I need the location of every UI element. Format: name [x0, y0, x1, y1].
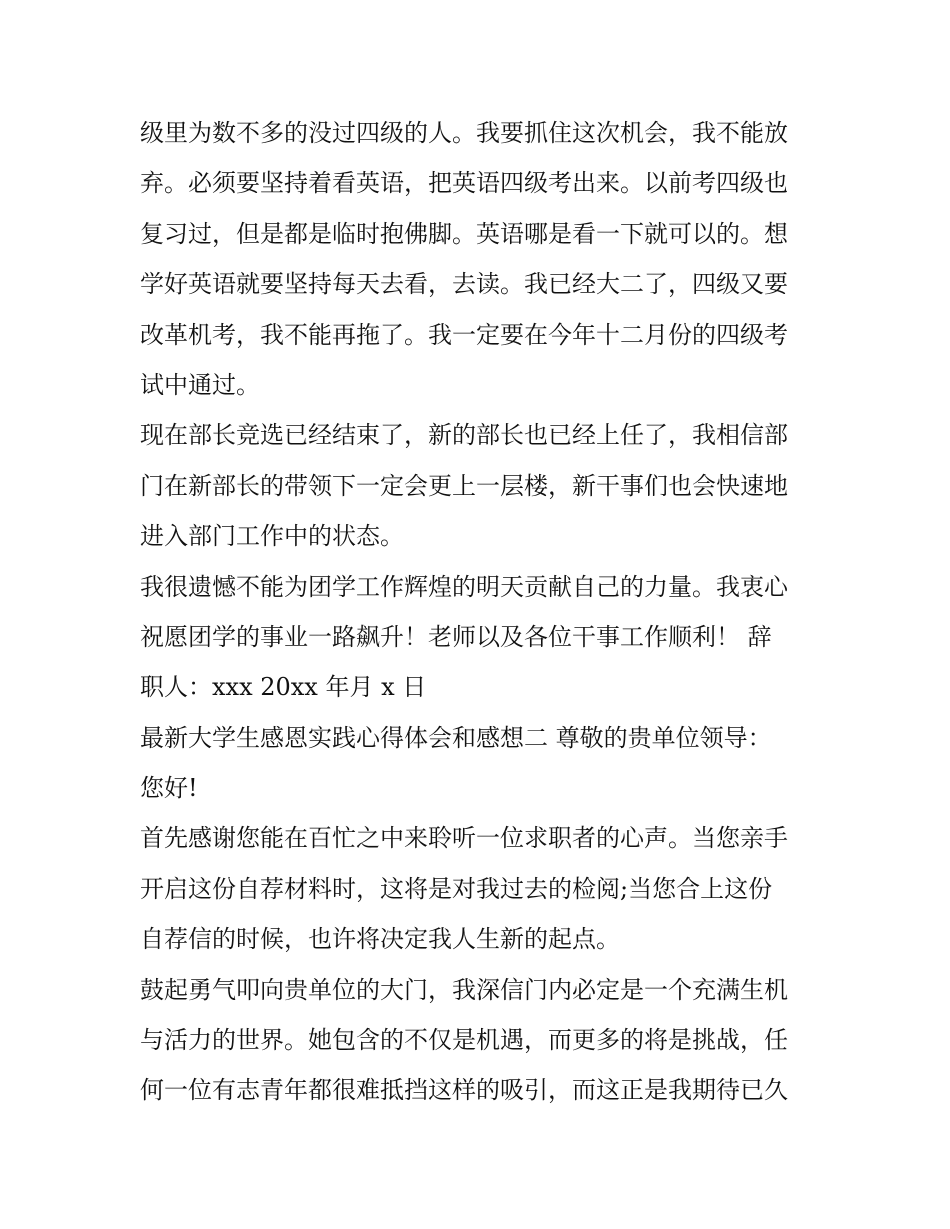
- text-line: 自荐信的时候，也许将决定我人生新的起点。: [140, 925, 620, 954]
- text-line: 您好!: [140, 774, 198, 803]
- text-line: 现在部长竞选已经结束了，新的部长也已经上任了，我相信部: [140, 421, 788, 450]
- text-line: 鼓起勇气叩向贵单位的大门，我深信门内必定是一个充满生机: [140, 975, 788, 1004]
- text-line: 进入部门工作中的状态。: [140, 522, 404, 551]
- text-line: 学好英语就要坚持每天去看，去读。我已经大二了，四级又要: [140, 270, 788, 299]
- text-line: 职人：xxx 20xx 年月 x 日: [140, 673, 427, 702]
- text-line: 级里为数不多的没过四级的人。我要抓住这次机会，我不能放: [140, 119, 788, 147]
- text-line: 祝愿团学的事业一路飙升！老师以及各位干事工作顺利！ 辞: [140, 622, 772, 651]
- text-line: 复习过，但是都是临时抱佛脚。英语哪是看一下就可以的。想: [140, 219, 788, 248]
- text-line: 何一位有志青年都很难抵挡这样的吸引，而这正是我期待已久: [140, 1076, 788, 1105]
- text-line: 我很遗憾不能为团学工作辉煌的明天贡献自己的力量。我衷心: [140, 572, 788, 601]
- text-line: 与活力的世界。她包含的不仅是机遇，而更多的将是挑战，任: [140, 1026, 788, 1055]
- text-line: 改革机考，我不能再拖了。我一定要在今年十二月份的四级考: [140, 320, 788, 349]
- text-line: 最新大学生感恩实践心得体会和感想二 尊敬的贵单位领导：: [140, 723, 772, 752]
- text-line: 首先感谢您能在百忙之中来聆听一位求职者的心声。当您亲手: [140, 824, 788, 853]
- text-line: 弃。必须要坚持着看英语，把英语四级考出来。以前考四级也: [140, 169, 788, 198]
- text-line: 试中通过。: [140, 370, 260, 399]
- document-body: [140, 108, 820, 1116]
- text-line: 开启这份自荐材料时，这将是对我过去的检阅;当您合上这份: [140, 874, 773, 903]
- text-line: 门在新部长的带领下一定会更上一层楼，新干事们也会快速地: [140, 471, 788, 500]
